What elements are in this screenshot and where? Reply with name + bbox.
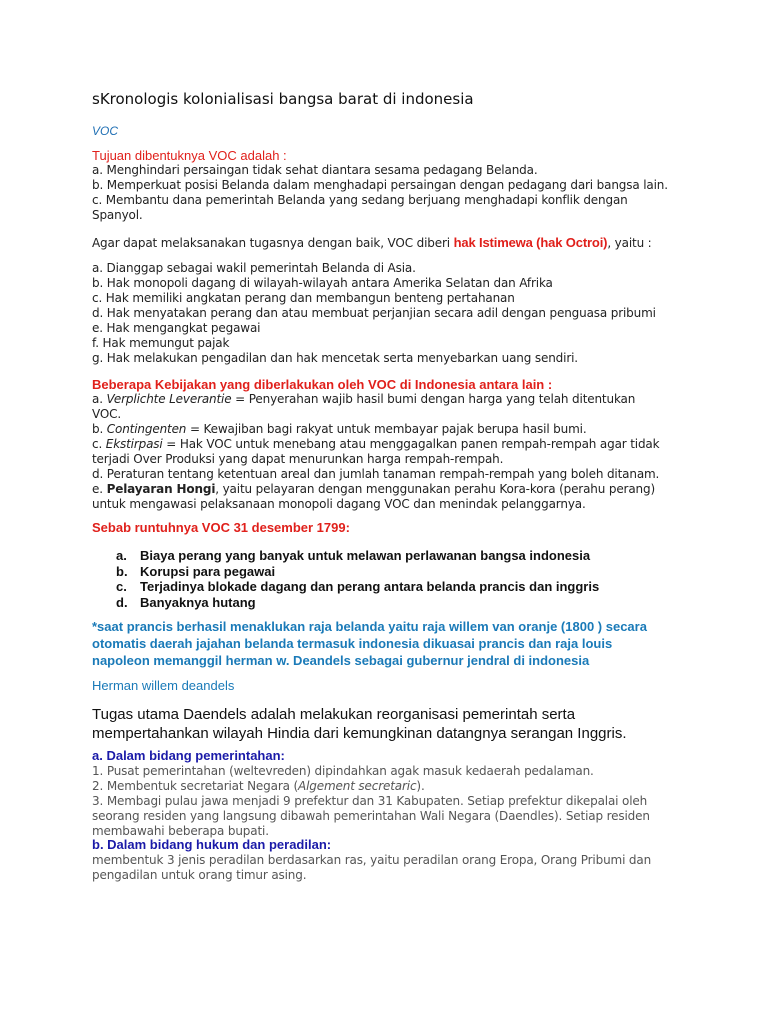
sebab-heading: Sebab runtuhnya VOC 31 desember 1799: [92, 520, 350, 535]
daendels-heading: Herman willem deandels [92, 678, 235, 693]
tujuan-list [92, 163, 668, 223]
list-item: b. Contingenten = Kewajiban bagi rakyat untuk membayar pajak berupa hasil bumi. [92, 422, 587, 436]
kebijakan-heading: Beberapa Kebijakan yang diberlakukan oleh VOC di Indonesia antara lain : [92, 377, 553, 392]
list-item: g. Hak melakukan pengadilan dan hak mencetak serta menyebarkan uang sendiri. [92, 351, 578, 365]
pemerintahan-list [92, 764, 650, 839]
hukum-heading: b. Dalam bidang hukum dan peradilan: [92, 837, 332, 852]
list-item-cont: seorang residen yang langsung dibawah pemerintahan Wali Negara (Daendles). Setiap residen [92, 809, 650, 823]
voc-heading: VOC [92, 124, 119, 138]
prancis-note: *saat prancis berhasil menaklukan raja belanda yaitu raja willem van oranje (1800 ) secara otomatis daerah jajahan belanda termasuk indonesia dikuasai prancis dan raja louis napoleon memanggil herman w. Deandels sebagai gubernur jendral di indonesia [92, 619, 647, 668]
list-item: a. Menghindari persaingan tidak sehat diantara sesama pedagang Belanda. [92, 163, 538, 177]
tujuan-heading: Tujuan dibentuknya VOC adalah : [92, 148, 287, 163]
list-item: 2. Membentuk secretariat Negara (Algement secretaric). [92, 779, 425, 793]
list-item: c. Terjadinya blokade dagang dan perang antara belanda prancis dan inggris [116, 579, 600, 594]
document-title: sKronologis kolonialisasi bangsa barat di indonesia [92, 90, 474, 108]
list-item: c. Hak memiliki angkatan perang dan membangun benteng pertahanan [92, 291, 515, 305]
list-item: a. Dianggap sebagai wakil pemerintah Belanda di Asia. [92, 261, 416, 275]
list-item-cont: VOC. [92, 407, 122, 421]
list-item: c. Ekstirpasi = Hak VOC untuk menebang atau menggagalkan panen rempah-rempah agar tidak [92, 437, 660, 451]
list-item-cont: terjadi Over Produksi yang dapat menurunkan harga rempah-rempah. [92, 452, 504, 466]
list-item: 3. Membagi pulau jawa menjadi 9 prefektur dan 31 Kabupaten. Setiap prefektur dikepalai oleh [92, 794, 648, 808]
sebab-list [116, 548, 599, 610]
hak-list [92, 261, 656, 366]
list-item: d. Banyaknya hutang [116, 594, 256, 610]
list-item: f. Hak memungut pajak [92, 336, 230, 350]
list-item: e. Pelayaran Hongi, yaitu pelayaran dengan menggunakan perahu Kora-kora (perahu perang) [92, 482, 656, 496]
pemerintahan-heading: a. Dalam bidang pemerintahan: [92, 748, 285, 763]
list-item: c. Membantu dana pemerintah Belanda yang sedang berjuang menghadapi konflik dengan [92, 193, 628, 207]
list-item: d. Hak menyatakan perang dan atau membuat perjanjian secara adil dengan penguasa pribumi [92, 306, 656, 320]
tujuan-section [92, 148, 287, 163]
list-item: a. Verplichte Leverantie = Penyerahan wajib hasil bumi dengan harga yang telah ditentukan [92, 392, 636, 406]
list-item: Spanyol. [92, 208, 143, 222]
list-item: a. Biaya perang yang banyak untuk melawan perlawanan bangsa indonesia [116, 548, 591, 563]
list-item: 1. Pusat pemerintahan (weltevreden) dipindahkan agak masuk kedaerah pedalaman. [92, 764, 594, 778]
kebijakan-list [92, 392, 659, 512]
hak-octroi-highlight: hak Istimewa (hak Octroi) [453, 235, 608, 250]
list-item-cont: untuk mengawasi pelaksanaan monopoli dagang VOC dan menindak pelanggarnya. [92, 497, 586, 511]
hukum-text: membentuk 3 jenis peradilan berdasarkan ras, yaitu peradilan orang Eropa, Orang Pribumi dan pengadilan untuk orang timur asing. [92, 853, 652, 882]
list-item: b. Memperkuat posisi Belanda dalam menghadapi persaingan dengan pedagang dari bangsa lain. [92, 178, 668, 192]
list-item-cont: membawahi beberapa bupati. [92, 824, 269, 838]
list-item: e. Hak mengangkat pegawai [92, 321, 261, 335]
list-item: d. Peraturan tentang ketentuan areal dan jumlah tanaman rempah-rempah yang boleh ditanam. [92, 467, 660, 481]
list-item: b. Hak monopoli dagang di wilayah-wilayah antara Amerika Selatan dan Afrika [92, 276, 553, 290]
list-item: b. Korupsi para pegawai [116, 563, 276, 579]
hak-intro: Agar dapat melaksanakan tugasnya dengan baik, VOC diberi hak Istimewa (hak Octroi), yaitu : [92, 235, 652, 250]
daendels-tugas: Tugas utama Daendels adalah melakukan reorganisasi pemerintah serta mempertahankan wilayah Hindia dari kemungkinan datangnya serangan Inggris. [92, 706, 627, 742]
